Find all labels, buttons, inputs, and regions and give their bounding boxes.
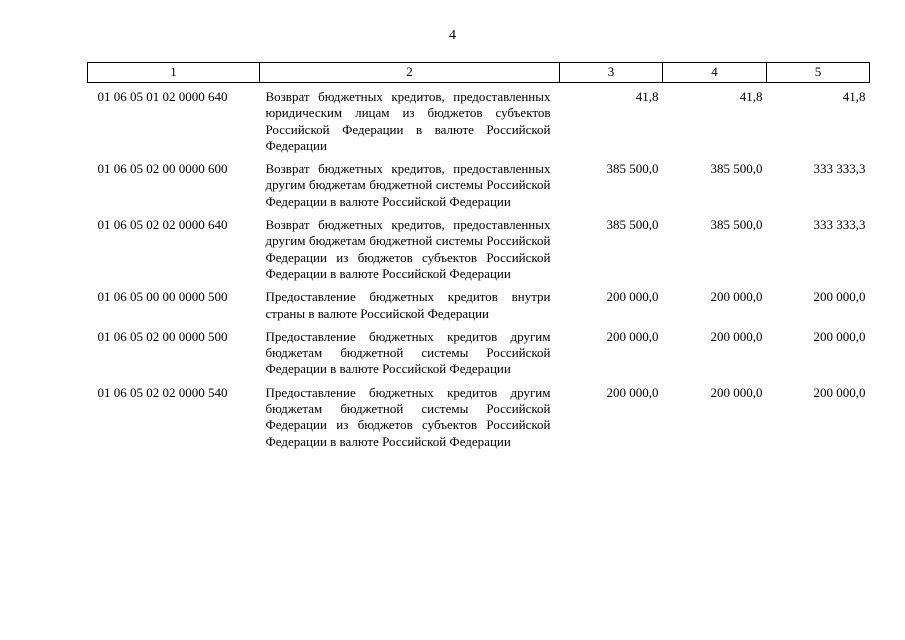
column-header-5: 5 [767,63,870,83]
row-description: Предоставление бюджетных кредитов внутри страны в валюте Российской Федерации [265,289,551,321]
classification-code: 01 06 05 02 02 0000 640 [97,217,228,233]
amount-col-4: 41,8 [739,89,763,104]
classification-code: 01 06 05 02 00 0000 500 [97,328,228,344]
amount-col-5: 200 000,0 [813,384,866,400]
row-description: Предоставление бюджетных кредитов другим бюджетам бюджетной системы Российской Федерации из бюджетов субъектов Российской Федерации в валюте Российской Федерации [265,384,551,449]
table-row [88,329,870,385]
amount-col-4: 200 000,0 [710,384,763,400]
amount-col-4: 200 000,0 [710,328,763,344]
classification-code: 01 06 05 01 02 0000 640 [97,89,228,104]
amount-col-3: 200 000,0 [606,328,659,344]
amount-col-5: 333 333,3 [813,161,866,177]
table-row [88,385,870,457]
amount-col-3: 385 500,0 [606,217,659,233]
classification-code: 01 06 05 02 02 0000 540 [97,384,228,400]
row-description: Предоставление бюджетных кредитов другим бюджетам бюджетной системы Российской Федерации в валюте Российской Федерации [265,328,551,377]
page-number: 4 [449,28,456,43]
amount-col-5: 200 000,0 [813,328,866,344]
column-header-4: 4 [663,63,767,83]
table-row [88,83,870,162]
table-row [88,289,870,329]
amount-col-5: 41,8 [842,89,866,104]
amount-col-3: 41,8 [635,89,659,104]
amount-col-3: 385 500,0 [606,161,659,177]
amount-col-4: 200 000,0 [710,289,763,305]
table-row [88,217,870,289]
amount-col-4: 385 500,0 [710,217,763,233]
amount-col-3: 200 000,0 [606,289,659,305]
column-header-1: 1 [88,63,260,83]
column-header-3: 3 [560,63,663,83]
row-description: Возврат бюджетных кредитов, предоставленных юридическим лицам из бюджетов субъектов Российской Федерации в валюте Российской Федерации [265,89,551,153]
classification-code: 01 06 05 02 00 0000 600 [97,161,228,177]
row-description: Возврат бюджетных кредитов, предоставленных другим бюджетам бюджетной системы Российской Федерации из бюджетов субъектов Российской Федерации в валюте Российской Федерации [265,217,551,281]
column-number-header-row [88,63,870,83]
table-row [88,161,870,217]
budget-sources-table [87,62,870,457]
amount-col-5: 200 000,0 [813,289,866,305]
amount-col-3: 200 000,0 [606,384,659,400]
classification-code: 01 06 05 00 00 0000 500 [97,289,228,305]
column-header-2: 2 [260,63,560,83]
row-description: Возврат бюджетных кредитов, предоставленных другим бюджетам бюджетной системы Российской Федерации в валюте Российской Федерации [265,161,551,209]
amount-col-4: 385 500,0 [710,161,763,177]
amount-col-5: 333 333,3 [813,217,866,233]
